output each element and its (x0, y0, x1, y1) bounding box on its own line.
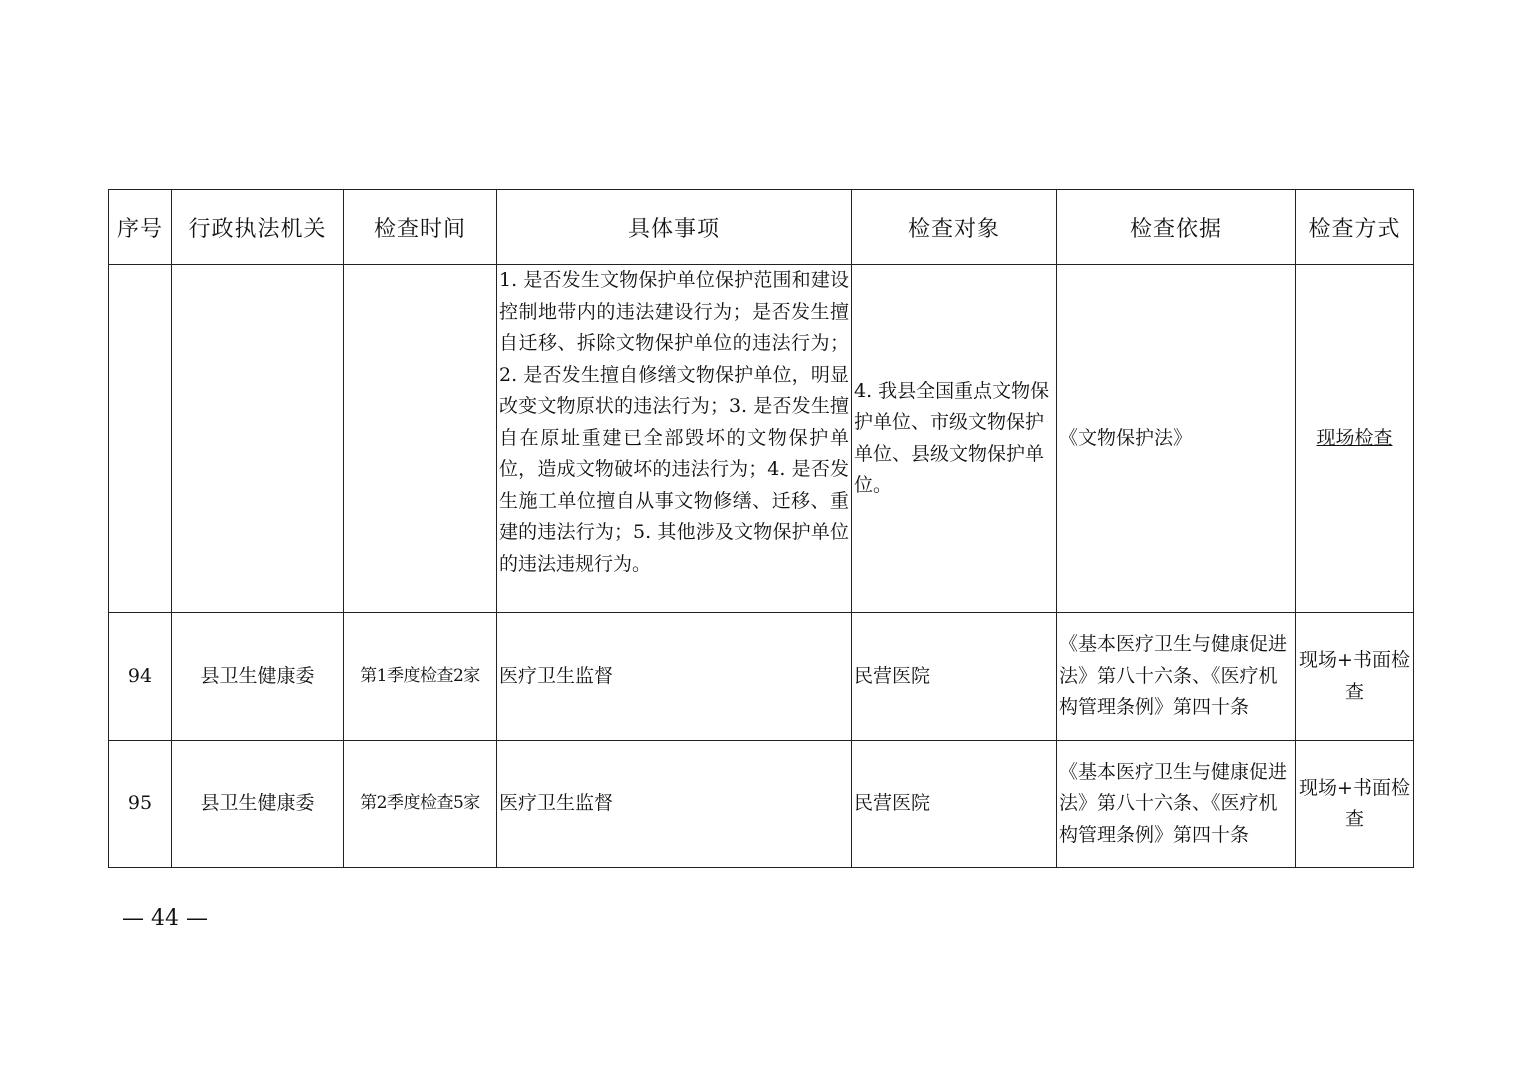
cell-time (344, 265, 497, 613)
table-row (109, 265, 1414, 613)
cell-time: 第1季度检查2家 (344, 613, 497, 741)
header-target: 检查对象 (852, 190, 1057, 265)
header-agency: 行政执法机关 (172, 190, 344, 265)
table-row (109, 613, 1414, 741)
cell-method: 现场+书面检查 (1296, 613, 1414, 741)
cell-agency: 县卫生健康委 (172, 613, 344, 741)
cell-target: 民营医院 (852, 741, 1057, 868)
cell-method (1296, 265, 1414, 613)
cell-agency (172, 265, 344, 613)
cell-method: 现场+书面检查 (1296, 741, 1414, 868)
cell-item: 1. 是否发生文物保护单位保护范围和建设控制地带内的违法建设行为；是否发生擅自迁移、拆除文物保护单位的违法行为；2. 是否发生擅自修缮文物保护单位，明显改变文物原状的违法行为；3. 是否发生擅自在原址重建已全部毁坏的文物保护单位，造成文物破坏的违法行为；4. 是否发生施工单位擅自从事文物修缮、迁移、重建的违法行为；5. 其他涉及文物保护单位的违法违规行为。 (497, 265, 852, 613)
cell-basis: 《基本医疗卫生与健康促进法》第八十六条、《医疗机构管理条例》第四十条 (1057, 613, 1296, 741)
cell-no: 94 (109, 613, 172, 741)
cell-basis: 《基本医疗卫生与健康促进法》第八十六条、《医疗机构管理条例》第四十条 (1057, 741, 1296, 868)
header-no: 序号 (109, 190, 172, 265)
table-row (109, 741, 1414, 868)
table-header-row (109, 190, 1414, 265)
page-number: — 44 — (122, 906, 208, 931)
header-method: 检查方式 (1296, 190, 1414, 265)
cell-item: 医疗卫生监督 (497, 613, 852, 741)
inspection-table (108, 189, 1414, 868)
header-item: 具体事项 (497, 190, 852, 265)
cell-target: 民营医院 (852, 613, 1057, 741)
cell-target: 4. 我县全国重点文物保护单位、市级文物保护单位、县级文物保护单位。 (852, 265, 1057, 613)
cell-no: 95 (109, 741, 172, 868)
cell-agency: 县卫生健康委 (172, 741, 344, 868)
header-basis: 检查依据 (1057, 190, 1296, 265)
cell-item: 医疗卫生监督 (497, 741, 852, 868)
method-link: 现场检查 (1316, 426, 1393, 449)
header-time: 检查时间 (344, 190, 497, 265)
cell-time: 第2季度检查5家 (344, 741, 497, 868)
cell-basis: 《文物保护法》 (1057, 265, 1296, 613)
cell-no (109, 265, 172, 613)
